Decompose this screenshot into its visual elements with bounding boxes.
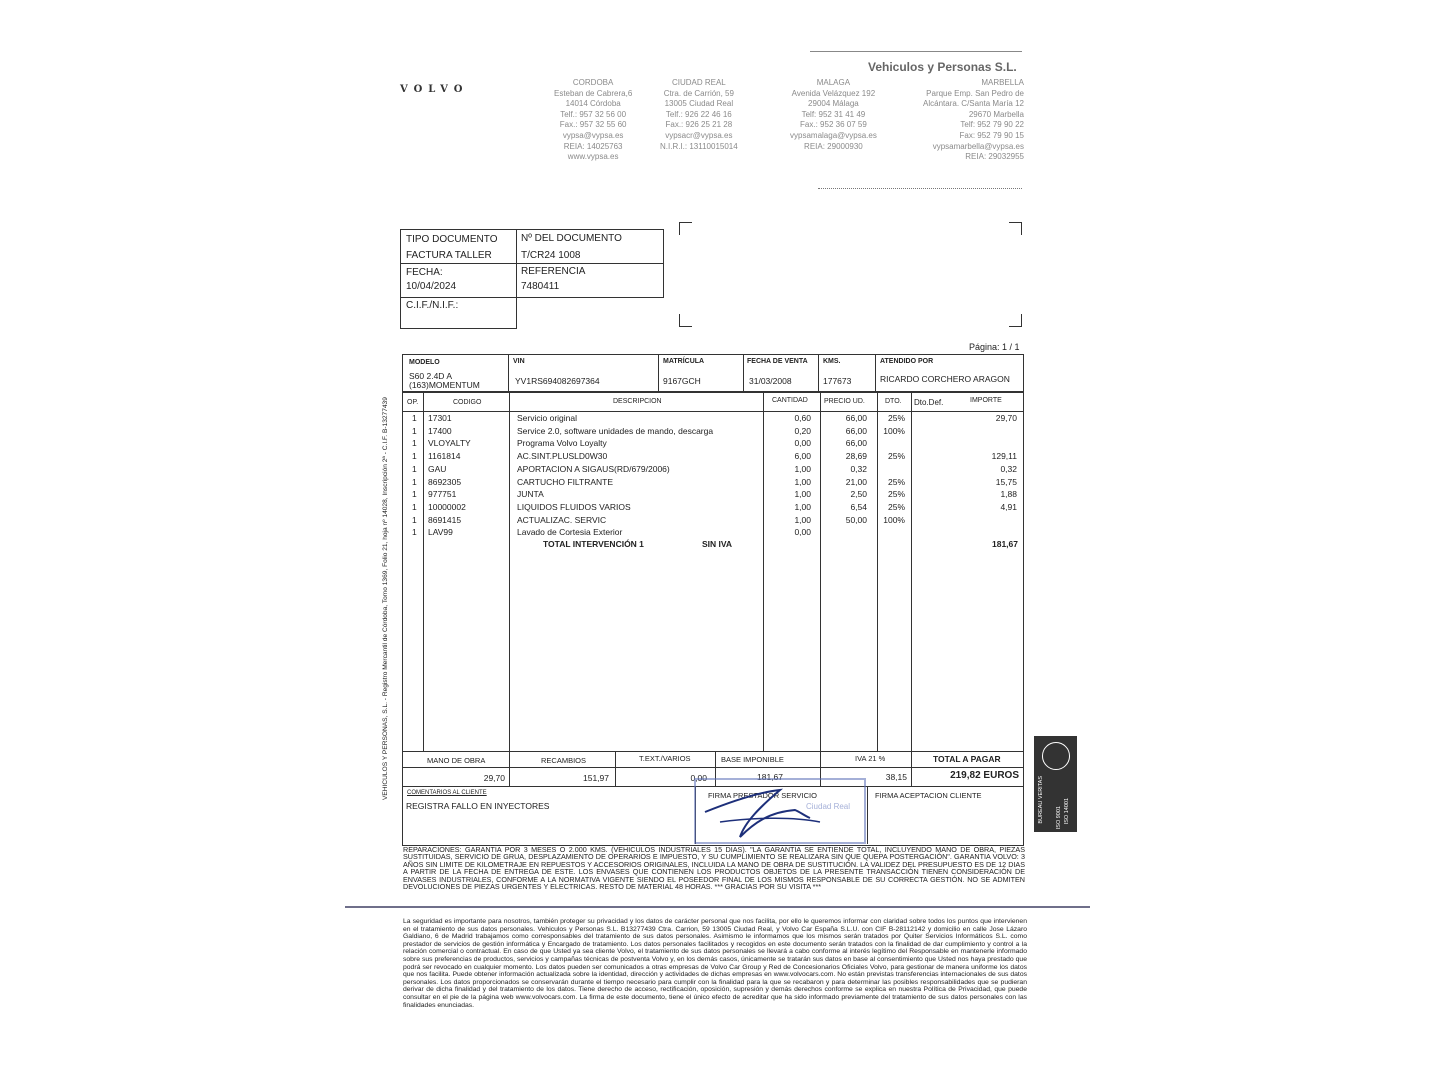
line-item-codigo: LAV99 <box>428 527 453 538</box>
modelo-label: MODELO <box>409 359 440 366</box>
line-item-dto: 25% <box>887 413 905 423</box>
line-item-dto: 25% <box>887 451 905 462</box>
office-line: Fax.: 952 36 07 59 <box>800 120 867 130</box>
office-ciudad-real <box>660 78 738 152</box>
office-line: Fax.: 957 32 55 60 <box>559 120 627 130</box>
office-line: REIA: 29000930 <box>804 141 863 151</box>
line-item-cantidad: 0,00 <box>794 527 811 538</box>
line-item-row <box>403 426 1023 439</box>
comentarios-label: COMENTARIOS AL CLIENTE <box>407 790 487 796</box>
terms-text: REPARACIONES: GARANTIA POR 3 MESES O 2.000 KMS. (VEHICULOS INDUSTRIALES 15 DIAS). "LA GARANTIA SE ENTIENDE TOTAL, INCLUYENDO MANO DE OBRA, PIEZAS SUSTITUIDAS, SERVICIO DE GRUA, DESPLAZAMIENTO DE OPERARIOS E IMPUESTO, Y SU CUMPLIMIENTO SE REALIZARA SIN QUE QUEPA POSTERGACIÓN". GARANTIA VOLVO: 3 AÑOS SIN LIMITE DE KILOMETRAJE EN REPUESTOS Y ACCESORIOS ORIGINALES, INCLUIDA LA MANO DE OBRA DE SUSTITUCIÓN. LA VALIDEZ DEL PRESUPUESTO ES DE 12 DIAS A PARTIR DE LA FECHA DE ENTREGA DE ESTE. LOS ENVASES QUE CONTIENEN LOS PRODUCTOS OBJETOS DE LA PRESENTE TRANSACCIÓN TIENEN CONSIDERACIÓN DE ENVASES INDUSTRIALES, CONFORME A LA NORMATIVA VIGENTE SIENDO EL POSEEDOR FINAL DE LOS MISMOS RESPONSABLE DE SU CORRECTA GESTIÓN. NO SE ADMITEN DEVOLUCIONES DE PIEZAS URGENTES Y ELECTRICAS. RESTO DE MATERIAL 48 HORAS. *** GRACIAS POR SU VISITA *** <box>403 845 1025 892</box>
firma-cliente-label: FIRMA ACEPTACION CLIENTE <box>875 791 982 800</box>
office-line: N.I.R.I.: 13110015014 <box>660 141 738 151</box>
line-item-cantidad: 0,60 <box>794 413 811 423</box>
line-item-precio: 21,00 <box>845 476 867 487</box>
office-line: Parque Emp. San Pedro de <box>926 88 1024 98</box>
modelo-value-2: (163)MOMENTUM <box>409 380 480 390</box>
fecha-venta-label: FECHA DE VENTA <box>747 358 808 365</box>
cif-box <box>400 296 517 329</box>
kms-label: KMS. <box>823 358 841 365</box>
page-number: Página: 1 / 1 <box>969 342 1020 352</box>
line-item-precio: 6,54 <box>850 501 867 512</box>
fecha-value: 10/04/2024 <box>406 281 457 292</box>
line-item-descripcion: ACTUALIZAC. SERVIC <box>517 514 607 525</box>
line-item-descripcion: AC.SINT.PLUSLD0W30 <box>517 451 608 462</box>
iva-value: 38,15 <box>885 772 907 782</box>
col-cantidad: CANTIDAD <box>772 397 808 404</box>
line-item-row <box>403 477 1023 490</box>
office-line: Fax.: 926 25 21 28 <box>665 120 733 130</box>
line-item-precio: 66,00 <box>845 438 867 449</box>
line-item-importe: 0,32 <box>1000 463 1017 474</box>
signature-icon <box>700 782 830 844</box>
line-item-row <box>403 489 1023 502</box>
matricula-label: MATRÍCULA <box>663 358 705 365</box>
line-item-descripcion: Servicio original <box>517 413 577 423</box>
line-item-importe: 4,91 <box>1000 501 1017 512</box>
line-item-codigo: 977751 <box>428 489 457 500</box>
line-item-dto: 100% <box>883 514 905 525</box>
office-malaga <box>790 78 877 152</box>
office-line: Telf.: 957 32 56 00 <box>560 109 627 119</box>
modelo-value-1: S60 2.4D A <box>409 371 453 381</box>
office-line: 29004 Málaga <box>808 99 859 109</box>
line-item-importe: 129,11 <box>991 451 1017 462</box>
referencia-label: REFERENCIA <box>521 266 586 277</box>
line-item-cantidad: 1,00 <box>794 501 811 512</box>
document-info-box <box>400 229 664 298</box>
line-item-op: 1 <box>412 489 417 500</box>
office-line: Ctra. de Carrión, 59 <box>663 88 734 98</box>
line-item-op: 1 <box>412 501 417 512</box>
line-item-descripcion: APORTACION A SIGAUS(RD/679/2006) <box>517 463 670 474</box>
office-line: Avenida Velázquez 192 <box>791 88 876 98</box>
line-item-cantidad: 1,00 <box>794 489 811 500</box>
header-rule <box>810 51 1022 52</box>
total-intervencion-label: TOTAL INTERVENCIÓN 1 <box>543 539 644 549</box>
bv-label-1: BUREAU VERITAS <box>1038 776 1044 824</box>
col-dto: DTO. <box>885 398 902 405</box>
office-line: Telf: 952 31 41 49 <box>801 109 866 119</box>
line-item-codigo: 1161814 <box>428 451 461 462</box>
privacy-text: La seguridad es importante para nosotros, también proteger su privacidad y los datos de carácter personal que nos facilita, por ello le queremos informar con claridad sobre todos los puntos que intervienen en el tratamiento de sus datos personales. Vehiculos y Personas S.L. B13277439 Ctra. Carrion, 59 13005 Ciudad Real, y Volvo Car España S.L.U. con CIF B-28112142 y domicilio en calle Jose Lázaro Galdiano, 6 de Madrid trabajamos como corresponsables del tratamiento de sus datos personales. Asimismo le informamos que los mismos serán tratados por Quiter Servicios Informáticos S.L. como prestador de servicios de gestión informática y Encargado de tratamiento. Los datos personales facilitados y recogidos en este documento serán tratados con la finalidad de dar cumplimiento y control a la relación comercial o contractual. En caso de que Usted ya sea cliente Volvo, el tratamiento de sus datos personales se llevará a cabo conforme al interés legítimo del Responsable en mantenerle informado sobre sus preferencias de productos, servicios y campañas técnicas de postventa Volvo y, en los demás casos, únicamente se tratarán sus datos en base al consentimiento que Usted nos haya prestado que podrá ser revocado en cualquier momento. Los datos pueden ser comunicados a otras empresas de Volvo Car Group y Red de Concesionarios Oficiales Volvo, para gestionar de manera uniforme los datos que nos facilita. Puede obtener información actualizada sobre la identidad, dirección y actividades de dichas empresas en www.volvocars.com. No están previstas transferencias internacionales de sus datos personales. Los datos proporcionados se conservarán durante el tiempo necesario para cumplir con la finalidad para la que se recabaron y para determinar las posibles responsabilidades que se pudieran derivar de dicha finalidad y del tratamiento de los datos. Tiene derecho de acceso, rectificación, oposición, supresión y demás derechos conforme se explica en nuestra Política de Privacidad, que puede consultar en el pie de la página web www.volvocars.com. La firma de este documento, tiene el único efecto de acreditar que ha sido informado previamente del tratamiento de sus datos personales con las finalidades enunciadas. <box>403 918 1027 1009</box>
line-item-cantidad: 6,00 <box>794 451 811 462</box>
office-line: vypsa@vypsa.es <box>562 130 624 140</box>
volvo-logo: VOLVO <box>400 84 469 95</box>
base-imponible-value: 181,67 <box>757 772 783 782</box>
line-item-precio: 0,32 <box>850 463 867 474</box>
line-item-dto: 25% <box>887 501 905 512</box>
numero-documento-label: Nº DEL DOCUMENTO <box>521 233 622 244</box>
office-line: Telf.: 926 22 46 16 <box>665 109 732 119</box>
iva-label: IVA 21 % <box>855 754 886 763</box>
bv-label-2: ISO 9001 <box>1056 806 1062 830</box>
address-corner-tl <box>679 222 692 235</box>
line-item-importe: 29,70 <box>995 413 1017 423</box>
office-line: MARBELLA <box>981 78 1024 87</box>
line-item-precio: 66,00 <box>845 425 867 436</box>
recambios-label: RECAMBIOS <box>541 756 587 765</box>
total-pagar-label: TOTAL A PAGAR <box>933 754 1001 764</box>
mano-obra-label: MANO DE OBRA <box>427 756 486 765</box>
line-item-cantidad: 0,20 <box>794 425 811 436</box>
atendido-value: RICARDO CORCHERO ARAGON <box>880 374 1010 384</box>
line-item-dto: 25% <box>887 476 905 487</box>
line-item-codigo: GAU <box>428 463 447 474</box>
referencia-value: 7480411 <box>521 281 560 292</box>
numero-documento-value: T/CR24 1008 <box>521 250 581 261</box>
total-intervencion-value: 181,67 <box>992 539 1018 549</box>
line-item-codigo: 8692305 <box>428 476 462 487</box>
tipo-documento-value: FACTURA TALLER <box>406 250 492 261</box>
office-line: vypsamalaga@vypsa.es <box>790 130 877 140</box>
office-marbella <box>912 78 1024 163</box>
matricula-value: 9167GCH <box>663 376 701 386</box>
tipo-documento-label: TIPO DOCUMENTO <box>406 234 498 245</box>
line-item-cantidad: 0,00 <box>794 438 811 449</box>
line-item-op: 1 <box>412 463 417 474</box>
line-item-codigo: 17301 <box>428 413 452 423</box>
base-imponible-label: BASE IMPONIBLE <box>721 755 784 764</box>
bv-label-3: ISO 14001 <box>1064 798 1070 825</box>
line-item-codigo: 17400 <box>428 425 452 436</box>
atendido-label: ATENDIDO POR <box>880 358 934 365</box>
line-item-descripcion: LIQUIDOS FLUIDOS VARIOS <box>517 501 631 512</box>
line-item-cantidad: 1,00 <box>794 514 811 525</box>
office-line: Alcántara. C/Santa María 12 <box>923 99 1024 109</box>
line-item-precio: 50,00 <box>845 514 867 525</box>
fecha-label: FECHA: <box>406 267 443 278</box>
vin-label: VIN <box>513 358 525 365</box>
line-item-codigo: VLOYALTY <box>428 438 471 449</box>
text-varios-value: 0,00 <box>690 773 707 783</box>
cif-label: C.I.F./N.I.F.: <box>406 300 459 311</box>
address-corner-tr <box>1009 222 1022 235</box>
bv-seal-icon <box>1042 742 1070 770</box>
office-line: REIA: 29032955 <box>965 152 1024 162</box>
col-op: OP. <box>407 399 419 406</box>
line-item-cantidad: 1,00 <box>794 476 811 487</box>
line-item-row <box>403 502 1023 515</box>
line-item-op: 1 <box>412 413 417 423</box>
office-line: MALAGA <box>816 78 851 87</box>
line-item-op: 1 <box>412 451 417 462</box>
office-line: 29670 Marbella <box>968 109 1024 119</box>
company-name: Vehiculos y Personas S.L. <box>868 60 1017 74</box>
office-line: 13005 Ciudad Real <box>664 99 734 109</box>
office-line: vypsacr@vypsa.es <box>665 130 733 140</box>
address-corner-br <box>1009 314 1022 327</box>
line-item-descripcion: Service 2.0, software unidades de mando, descarga <box>517 425 714 436</box>
mano-obra-value: 29,70 <box>483 773 505 783</box>
fecha-venta-value: 31/03/2008 <box>749 376 792 386</box>
office-line: Esteban de Cabrera,6 <box>554 88 633 98</box>
line-item-cantidad: 1,00 <box>794 463 811 474</box>
office-cordoba <box>554 78 632 163</box>
line-item-op: 1 <box>412 476 417 487</box>
col-dtodef: Dto.Def. <box>914 398 944 407</box>
col-importe: IMPORTE <box>970 397 1002 404</box>
invoice-table <box>402 354 1024 846</box>
kms-value: 177673 <box>823 376 852 386</box>
col-descripcion: DESCRIPCION <box>613 398 662 405</box>
line-item-op: 1 <box>412 514 417 525</box>
col-codigo: CODIGO <box>453 399 482 406</box>
line-item-precio: 66,00 <box>845 413 867 423</box>
line-item-codigo: 8691415 <box>428 514 462 525</box>
line-item-descripcion: JUNTA <box>517 489 544 500</box>
line-item-descripcion: CARTUCHO FILTRANTE <box>517 476 614 487</box>
office-line: Telf: 952 79 90 22 <box>960 120 1024 130</box>
line-item-dto: 25% <box>887 489 905 500</box>
office-line: Fax: 952 79 90 15 <box>959 130 1024 140</box>
stamp-text: Ciudad Real <box>806 802 851 811</box>
privacy-separator <box>345 906 1090 908</box>
line-item-row <box>403 464 1023 477</box>
line-item-descripcion: Programa Volvo Loyalty <box>517 438 607 449</box>
line-item-op: 1 <box>412 425 417 436</box>
line-item-op: 1 <box>412 527 417 538</box>
line-item-row <box>403 438 1023 451</box>
header-dotted-rule <box>818 188 1022 189</box>
line-item-precio: 2,50 <box>850 489 867 500</box>
office-line: www.vypsa.es <box>567 152 619 162</box>
text-varios-label: T.EXT./VARIOS <box>639 754 691 763</box>
recambios-value: 151,97 <box>583 773 609 783</box>
firma-prestador-label: FIRMA PRESTADOR SERVICIO <box>708 791 817 800</box>
col-precio: PRECIO UD. <box>824 398 865 405</box>
line-item-row <box>403 527 1023 540</box>
vin-value: YV1RS694082697364 <box>515 376 600 386</box>
address-corner-bl <box>679 314 692 327</box>
office-line: vypsamarbella@vypsa.es <box>932 141 1024 151</box>
line-item-row <box>403 515 1023 528</box>
office-line: CIUDAD REAL <box>671 78 726 87</box>
line-item-row <box>403 413 1023 426</box>
line-item-importe: 1,88 <box>1000 489 1017 500</box>
line-item-importe: 15,75 <box>995 476 1017 487</box>
line-item-dto: 100% <box>883 425 905 436</box>
bureau-veritas-badge <box>1034 736 1077 832</box>
line-item-row <box>403 451 1023 464</box>
office-line: 14014 Córdoba <box>565 99 621 109</box>
line-item-codigo: 10000002 <box>428 501 466 512</box>
line-item-op: 1 <box>412 438 417 449</box>
total-pagar-value: 219,82 EUROS <box>950 770 1019 781</box>
comentarios-text: REGISTRA FALLO EN INYECTORES <box>406 801 550 811</box>
office-line: CORDOBA <box>572 78 614 87</box>
line-item-precio: 28,69 <box>845 451 867 462</box>
registro-mercantil-sidebar: VEHICULOS Y PERSONAS, S.L. - Registro Mercantil de Córdoba, Tomo 1369, Folio 21, hoja nº 14028, Inscripción 2ª - C.I.F. B-13277439 <box>382 397 389 800</box>
line-item-descripcion: Lavado de Cortesia Exterior <box>517 527 623 538</box>
sin-iva-label: SIN IVA <box>702 539 733 549</box>
office-line: REIA: 14025763 <box>563 141 623 151</box>
